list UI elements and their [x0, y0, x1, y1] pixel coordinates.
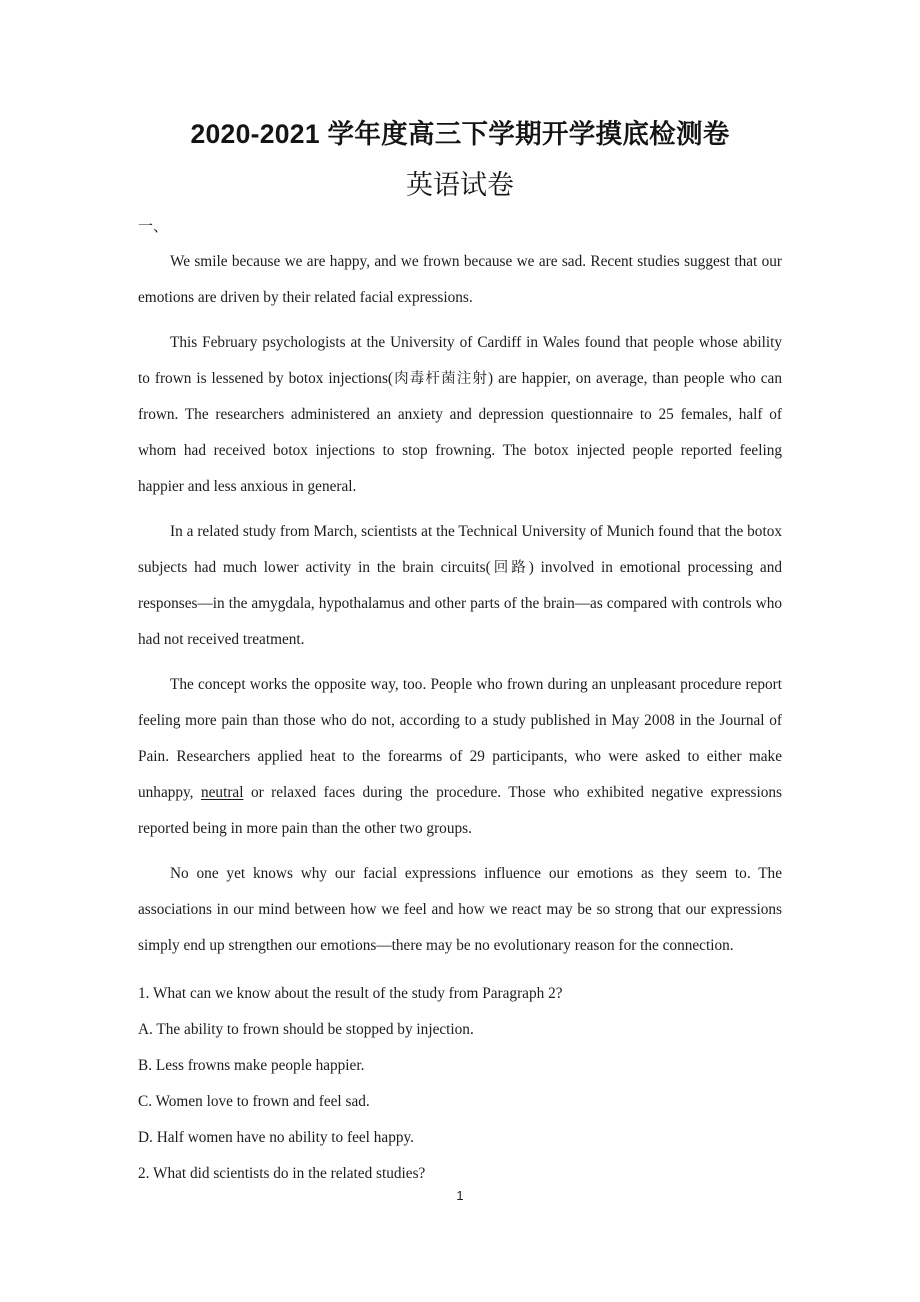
questions-block [138, 964, 782, 1192]
answer-option-d: D. Half women have no ability to feel happy. [138, 1129, 414, 1147]
paragraph-2-text-before-annotation: This February psychologists at the University of Cardiff in Wales found that people whose ability to frown is lessened by botox injections( [138, 334, 782, 388]
passage-paragraph-5 [138, 847, 782, 964]
paragraph-4-text-after-underline: or relaxed faces during the procedure. Those who exhibited negative expressions reported being in more pain than the other two groups. [138, 784, 782, 838]
chinese-gloss-botox: 肉毒杆菌注射 [393, 371, 489, 388]
question-item: 2. What did scientists do in the related studies? [138, 1165, 426, 1183]
paragraph-5-text: No one yet knows why our facial expressions influence our emotions as they seem to. The associations in our mind between how we feel and how we react may be so strong that our expressions simply end up strengthen our emotions—there may be no evolutionary reason for the connection. [138, 865, 782, 955]
page-title: 2020-2021 学年度高三下学期开学摸底检测卷 [190, 119, 730, 149]
page-number: 1 [456, 1188, 464, 1203]
passage-paragraph-4 [138, 658, 782, 847]
document-content [138, 0, 782, 1192]
chinese-gloss-circuits: 回路 [490, 560, 529, 577]
page-subtitle: 英语试卷 [406, 170, 514, 202]
section-marker: 一、 [138, 218, 169, 235]
passage-paragraph-3 [138, 505, 782, 658]
question-item: 1. What can we know about the result of the study from Paragraph 2? [138, 985, 563, 1003]
paragraph-4-text-before-underline: The concept works the opposite way, too. People who frown during an unpleasant procedure report feeling more pain than those who do not, according to a study published in May 2008 in the Journal of Pain. Researchers applied heat to the forearms of 29 participants, who were asked to either make unhappy, [138, 676, 782, 802]
answer-option-a: A. The ability to frown should be stopped by injection. [138, 1021, 474, 1039]
answer-option-c: C. Women love to frown and feel sad. [138, 1093, 370, 1111]
passage-paragraph-2 [138, 316, 782, 505]
paragraph-1-text: We smile because we are happy, and we frown because we are sad. Recent studies suggest that our emotions are driven by their related facial expressions. [138, 253, 782, 307]
paragraph-3-text-after-annotation: ) involved in emotional processing and responses—in the amygdala, hypothalamus and other parts of the brain—as compared with controls who had not received treatment. [138, 559, 783, 649]
answer-option-b: B. Less frowns make people happier. [138, 1057, 365, 1075]
passage-paragraph-1 [138, 235, 782, 316]
underlined-vocabulary-word: neutral [200, 784, 244, 802]
paragraph-3-text-before-annotation: In a related study from March, scientists at the Technical University of Munich found that the botox subjects had much lower activity in the brain circuits( [138, 523, 782, 577]
paragraph-2-text-after-annotation: ) are happier, on average, than people who can frown. The researchers administered an anxiety and depression questionnaire to 25 females, half of whom had received botox injections to stop frowning. The botox injected people reported feeling happier and less anxious in general. [138, 370, 782, 496]
